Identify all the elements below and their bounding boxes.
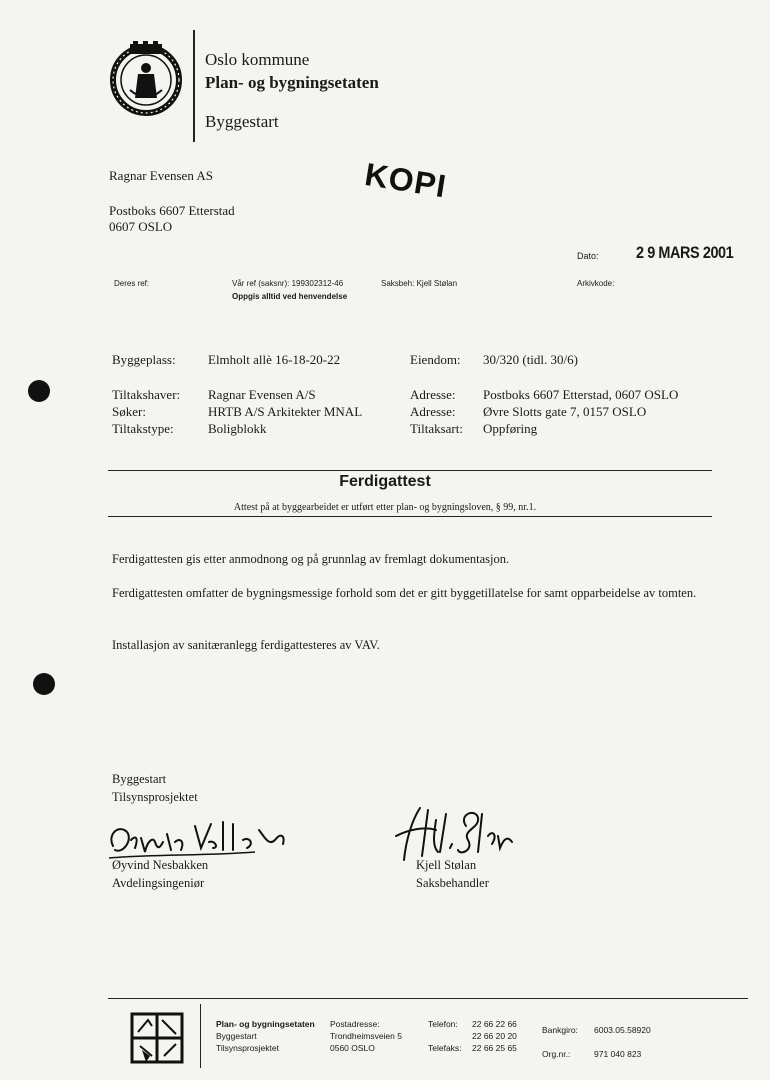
title-bottom-rule <box>108 516 712 517</box>
footer-org-block <box>216 1018 315 1054</box>
adresse1-label: Adresse: <box>410 387 456 402</box>
paragraph-1: Ferdigattesten gis etter anmodnong og på grunnlag av fremlagt dokumentasjon. <box>112 552 510 566</box>
our-ref: Vår ref (saksnr): 199302312-46 <box>232 279 344 288</box>
footer-orgnr-label: Org.nr.: <box>542 1049 571 1059</box>
footer-dept: Plan- og bygningsetaten <box>216 1019 315 1029</box>
unit-name: Byggestart <box>205 112 279 131</box>
footer-bank-values <box>594 1018 651 1066</box>
footer-phone-values <box>472 1018 517 1054</box>
adresse2-value: Øvre Slotts gate 7, 0157 OSLO <box>483 404 647 419</box>
adresse1-value: Postboks 6607 Etterstad, 0607 OSLO <box>483 387 679 402</box>
adresse2-label: Adresse: <box>410 404 456 419</box>
signer-right-title: Saksbehandler <box>416 876 489 890</box>
tiltaksart-value: Oppføring <box>483 421 538 436</box>
kopi-stamp: KOPI <box>362 156 450 205</box>
eiendom-label: Eiendom: <box>410 352 461 367</box>
footer-postadresse-street: Trondheimsveien 5 <box>330 1031 402 1041</box>
case-officer: Saksbeh: Kjell Stølan <box>381 279 458 288</box>
footer-bank-labels <box>542 1018 578 1066</box>
signature-unit: Byggestart <box>112 772 167 786</box>
footer-telefaks: 22 66 25 65 <box>472 1043 517 1053</box>
footer-telefon1: 22 66 22 66 <box>472 1019 517 1029</box>
ref-note: Oppgis alltid ved henvendelse <box>232 292 348 301</box>
soker-label: Søker: <box>112 404 146 419</box>
soker-value: HRTB A/S Arkitekter MNAL <box>208 404 363 419</box>
their-ref-label: Deres ref: <box>114 279 150 288</box>
date-label: Dato: <box>577 251 599 261</box>
footer-divider <box>200 1004 201 1068</box>
recipient-address-line2: 0607 OSLO <box>109 219 173 234</box>
tiltaksart-label: Tiltaksart: <box>410 421 463 436</box>
title-top-rule <box>108 470 712 471</box>
punch-hole <box>28 380 50 402</box>
byggeplass-label: Byggeplass: <box>112 352 176 367</box>
footer-telefon2: 22 66 20 20 <box>472 1031 517 1041</box>
eiendom-value: 30/320 (tidl. 30/6) <box>483 352 578 367</box>
footer-orgnr: 971 040 823 <box>594 1049 642 1059</box>
footer-postal-block <box>330 1018 402 1054</box>
document-subtitle: Attest på at byggearbeidet er utført etter plan- og bygningsloven, § 99, nr.1. <box>233 502 537 513</box>
signer-right-name: Kjell Stølan <box>416 858 477 872</box>
document-title: Ferdigattest <box>339 473 431 490</box>
header-divider <box>193 30 195 142</box>
footer-postadresse-city: 0560 OSLO <box>330 1043 375 1053</box>
signer-left-title: Avdelingsingeniør <box>112 876 205 890</box>
footer-bankgiro: 6003.05.58920 <box>594 1025 651 1035</box>
footer-unit: Byggestart <box>216 1031 257 1041</box>
tiltakstype-label: Tiltakstype: <box>112 421 174 436</box>
footer-rule <box>108 998 748 999</box>
archive-code-label: Arkivkode: <box>577 279 615 288</box>
punch-hole <box>33 673 55 695</box>
signature-project: Tilsynsprosjektet <box>112 790 198 804</box>
recipient-address-line1: Postboks 6607 Etterstad <box>109 203 235 218</box>
signer-left-name: Øyvind Nesbakken <box>112 858 209 872</box>
recipient-name: Ragnar Evensen AS <box>109 168 213 183</box>
org-name: Oslo kommune <box>205 50 310 69</box>
footer-project: Tilsynsprosjektet <box>216 1043 279 1053</box>
tiltakshaver-value: Ragnar Evensen A/S <box>208 387 316 402</box>
paragraph-2: Ferdigattesten omfatter de bygningsmessige forhold som det er gitt byggetillatelse for samt opparbeidelse av tomten. <box>112 586 697 600</box>
footer-telefaks-label: Telefaks: <box>428 1043 462 1053</box>
tiltakshaver-label: Tiltakshaver: <box>112 387 181 402</box>
department-name: Plan- og bygningsetaten <box>205 73 379 92</box>
footer-postadresse-label: Postadresse: <box>330 1019 380 1029</box>
date-stamp: 2 9 MARS 2001 <box>636 243 734 262</box>
footer-phone-labels <box>428 1018 462 1054</box>
byggeplass-value: Elmholt allè 16-18-20-22 <box>208 352 341 367</box>
footer-bankgiro-label: Bankgiro: <box>542 1025 578 1035</box>
tiltakstype-value: Boligblokk <box>208 421 267 436</box>
agency-logo-icon <box>128 1010 186 1066</box>
paragraph-3: Installasjon av sanitæranlegg ferdigattesteres av VAV. <box>112 638 380 652</box>
footer-telefon-label: Telefon: <box>428 1019 458 1029</box>
oslo-city-seal-icon <box>108 40 184 116</box>
